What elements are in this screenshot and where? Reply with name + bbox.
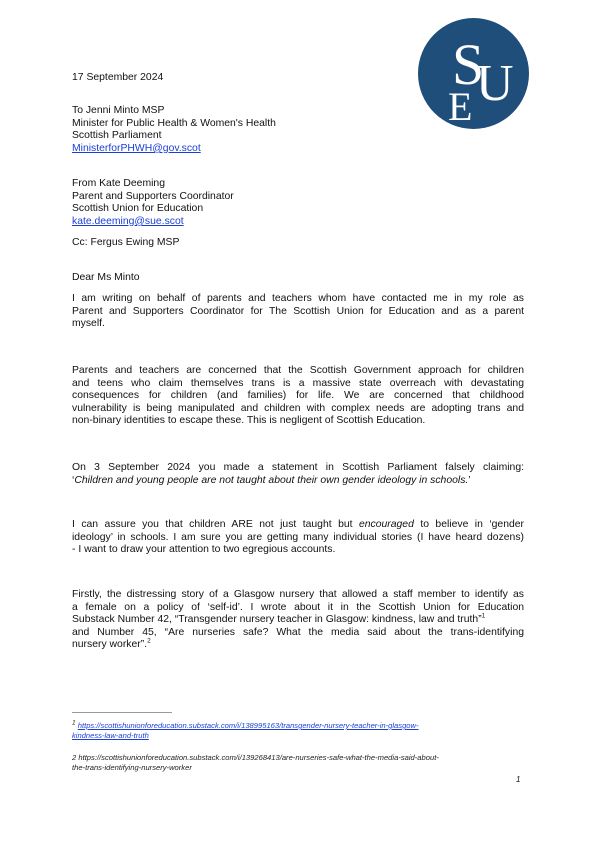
paragraph-1 bbox=[72, 293, 524, 331]
sender-block bbox=[72, 178, 234, 228]
recipient-line: Minister for Public Health & Women's Health bbox=[72, 117, 276, 129]
logo-letter-e: E bbox=[448, 84, 473, 129]
salutation: Dear Ms Minto bbox=[72, 272, 140, 283]
sender-email-link[interactable]: kate.deeming@sue.scot bbox=[72, 215, 184, 227]
paragraph-3 bbox=[72, 462, 524, 487]
page-number: 1 bbox=[516, 775, 521, 784]
text-line: and Number 45, “Are nurseries safe? What the media said about the trans-identifying bbox=[72, 626, 524, 638]
recipient-line: To Jenni Minto MSP bbox=[72, 105, 165, 116]
footnote-2 bbox=[72, 753, 522, 773]
recipient-block bbox=[72, 105, 276, 155]
footnote-number: 1 bbox=[72, 719, 76, 727]
text-line: non-binary identities to escape these. This is negligent of Scottish Education. bbox=[72, 415, 426, 427]
paragraph-2 bbox=[72, 365, 524, 428]
footnote-divider bbox=[72, 712, 172, 713]
text-line bbox=[72, 639, 524, 652]
recipient-line: Scottish Parliament bbox=[72, 130, 162, 142]
text-fragment: to believe in ‘gender bbox=[420, 519, 524, 530]
text-fragment: nursery worker”. bbox=[72, 639, 148, 651]
emphasis: encouraged bbox=[358, 519, 414, 530]
text-line: Firstly, the distressing story of a Glasgow nursery that allowed a staff member to identify as bbox=[72, 589, 524, 600]
text-line: Parents and teachers are concerned that the Scottish Government approach for children bbox=[72, 365, 524, 376]
text-line: vulnerability is being manipulated and children with complex needs are adopting trans and bbox=[72, 402, 524, 414]
footnote-2-text: https://scottishunionforeducation.substack.com/i/139268413/are-nurseries-safe-what-the-media-said-about- bbox=[78, 753, 439, 762]
sender-line: From Kate Deeming bbox=[72, 178, 165, 189]
sender-line: Parent and Supporters Coordinator bbox=[72, 190, 234, 202]
text-fragment: Substack Number 42, “Transgender nursery teacher in Glasgow: kindness, law and truth” bbox=[72, 614, 482, 626]
footnote-number: 2 bbox=[72, 753, 77, 762]
text-line bbox=[72, 519, 524, 532]
quote-line bbox=[72, 475, 524, 488]
text-line: On 3 September 2024 you made a statement in Scottish Parliament falsely claiming: bbox=[72, 462, 524, 473]
quoted-statement: Children and young people are not taught about their own gender ideology in schools. bbox=[74, 474, 469, 486]
text-line: I am writing on behalf of parents and teachers whom have contacted me in my role as bbox=[72, 293, 524, 304]
logo-letter-s: S bbox=[452, 32, 485, 97]
footnote-1 bbox=[72, 721, 522, 741]
text-fragment: I can assure you that children ARE not just taught but bbox=[72, 519, 353, 530]
footnote-ref[interactable]: 1 bbox=[481, 612, 486, 620]
text-line: ideology’ in schools. I am sure you are getting many individual stories (I have heard dozens) bbox=[72, 531, 524, 543]
sue-logo bbox=[418, 18, 529, 129]
text-line: - I want to draw your attention to two egregious accounts. bbox=[72, 544, 336, 556]
text-line: and teens who claim themselves trans is a massive state overreach with devastating bbox=[72, 377, 524, 389]
text-line: Parent and Supporters Coordinator for The Scottish Union for Education and as a parent bbox=[72, 305, 524, 317]
recipient-email-link[interactable]: MinisterforPHWH@gov.scot bbox=[72, 142, 201, 154]
text-line: a female on a policy of ‘self-id’. I wrote about it in the Scottish Union for Education bbox=[72, 601, 524, 613]
letter-date: 17 September 2024 bbox=[72, 72, 164, 83]
footnote-2-text-cont: the-trans-identifying-nursery-worker bbox=[72, 763, 192, 772]
paragraph-4 bbox=[72, 519, 524, 557]
text-line: myself. bbox=[72, 318, 105, 330]
quote-close: ’ bbox=[468, 474, 471, 486]
logo-letter-u: U bbox=[476, 55, 514, 112]
quote-open: ‘ bbox=[72, 474, 75, 486]
footnote-ref[interactable]: 2 bbox=[147, 637, 151, 645]
sender-line: Scottish Union for Education bbox=[72, 203, 204, 215]
paragraph-5 bbox=[72, 589, 524, 652]
text-line: consequences for children (and families) for life. We are concerned that childhood bbox=[72, 390, 524, 402]
footnote-1-link[interactable]: https://scottishunionforeducation.substack.com/i/138995163/transgender-nursery-teacher-in-glasgow- bbox=[77, 721, 419, 730]
footnote-1-link-cont[interactable]: kindness-law-and-truth bbox=[72, 731, 149, 740]
text-line bbox=[72, 614, 524, 627]
cc-line: Cc: Fergus Ewing MSP bbox=[72, 237, 180, 248]
